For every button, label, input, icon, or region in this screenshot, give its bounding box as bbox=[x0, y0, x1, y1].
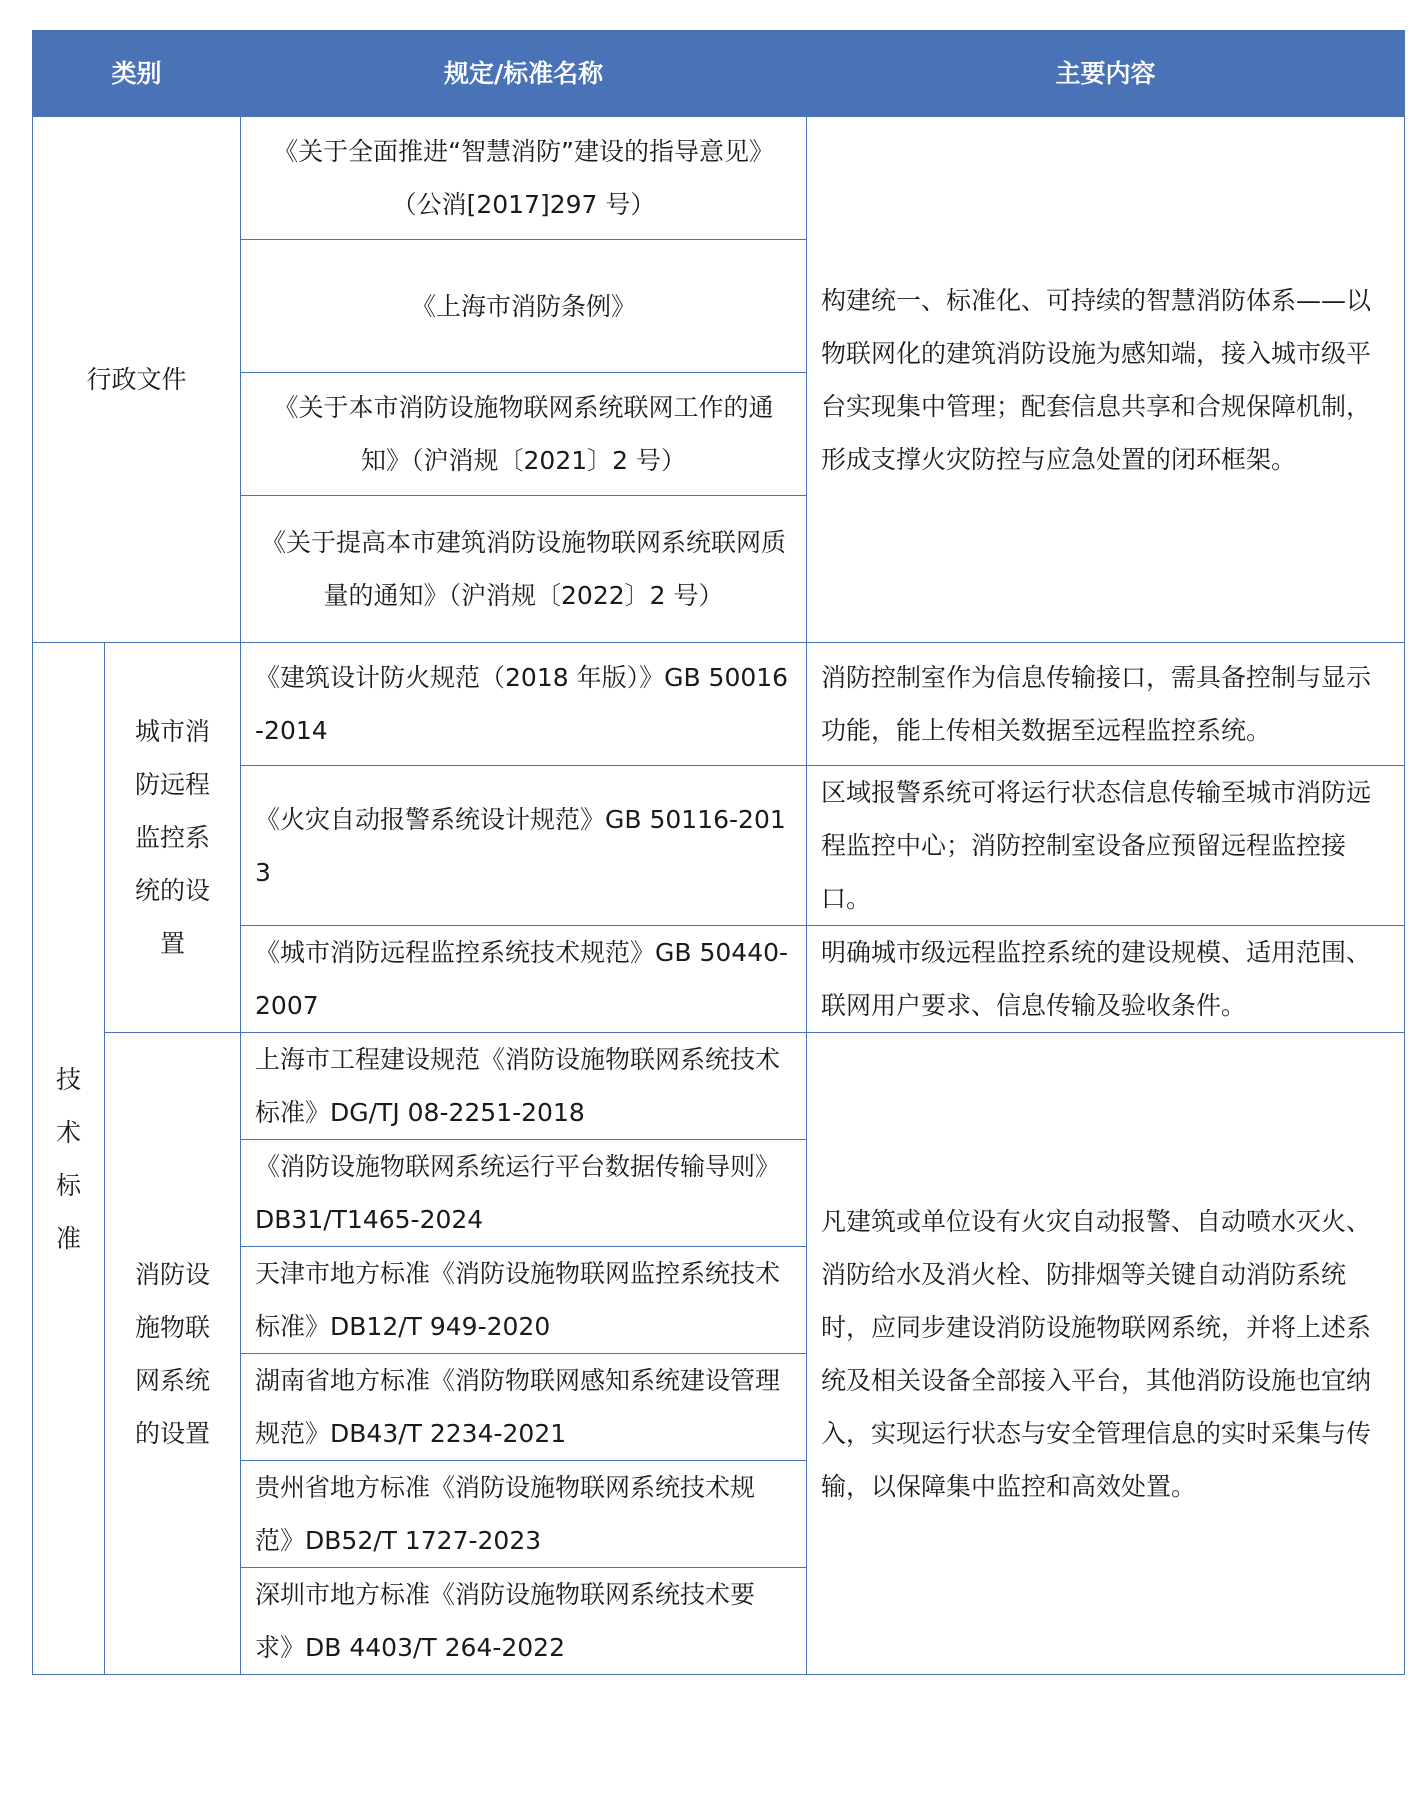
standard-name-cell: 天津市地方标准《消防设施物联网监控系统技术标准》DB12/T 949-2020 bbox=[241, 1247, 807, 1354]
content-cell: 明确城市级远程监控系统的建设规模、适用范围、联网用户要求、信息传输及验收条件。 bbox=[807, 926, 1405, 1033]
table-row bbox=[33, 643, 1405, 766]
table-row bbox=[33, 117, 1405, 240]
standard-name-cell: 湖南省地方标准《消防物联网感知系统建设管理规范》DB43/T 2234-2021 bbox=[241, 1354, 807, 1461]
standard-name-cell: 《火灾自动报警系统设计规范》GB 50116-2013 bbox=[241, 766, 807, 926]
content-cell-admin: 构建统一、标准化、可持续的智慧消防体系——以物联网化的建筑消防设施为感知端，接入城市级平台实现集中管理；配套信息共享和合规保障机制，形成支撑火灾防控与应急处置的闭环框架。 bbox=[807, 117, 1405, 643]
standard-name-cell: 上海市工程建设规范《消防设施物联网系统技术标准》DG/TJ 08-2251-2018 bbox=[241, 1033, 807, 1140]
content-cell: 消防控制室作为信息传输接口，需具备控制与显示功能，能上传相关数据至远程监控系统。 bbox=[807, 643, 1405, 766]
category-tech bbox=[33, 643, 105, 1675]
subcategory-iot: 消防设施物联网系统的设置 bbox=[105, 1033, 241, 1675]
header-main-content: 主要内容 bbox=[807, 31, 1405, 117]
standard-name-cell: 《城市消防远程监控系统技术规范》GB 50440-2007 bbox=[241, 926, 807, 1033]
standard-name-cell: 《关于本市消防设施物联网系统联网工作的通知》（沪消规〔2021〕2 号） bbox=[241, 373, 807, 496]
standard-name-cell: 深圳市地方标准《消防设施物联网系统技术要求》DB 4403/T 264-2022 bbox=[241, 1568, 807, 1675]
standard-name-cell: 《建筑设计防火规范（2018 年版）》GB 50016-2014 bbox=[241, 643, 807, 766]
header-category: 类别 bbox=[33, 31, 241, 117]
category-admin: 行政文件 bbox=[33, 117, 241, 643]
standard-name-cell: 《关于提高本市建筑消防设施物联网系统联网质量的通知》（沪消规〔2022〕2 号） bbox=[241, 496, 807, 643]
content-cell-iot: 凡建筑或单位设有火灾自动报警、自动喷水灭火、消防给水及消火栓、防排烟等关键自动消防系统时，应同步建设消防设施物联网系统，并将上述系统及相关设备全部接入平台，其他消防设施也宜纳入，实现运行状态与安全管理信息的实时采集与传输，以保障集中监控和高效处置。 bbox=[807, 1033, 1405, 1675]
regulations-table-container bbox=[32, 30, 1405, 1675]
standard-name-cell: 《消防设施物联网系统运行平台数据传输导则》DB31/T1465-2024 bbox=[241, 1140, 807, 1247]
standard-name-cell: 《关于全面推进“智慧消防”建设的指导意见》（公消[2017]297 号） bbox=[241, 117, 807, 240]
table-header-row bbox=[33, 31, 1405, 117]
subcategory-remote: 城市消防远程监控系统的设置 bbox=[105, 643, 241, 1033]
regulations-table bbox=[32, 30, 1405, 1675]
content-cell: 区域报警系统可将运行状态信息传输至城市消防远程监控中心；消防控制室设备应预留远程监控接口。 bbox=[807, 766, 1405, 926]
standard-name-cell: 《上海市消防条例》 bbox=[241, 240, 807, 373]
standard-name-cell: 贵州省地方标准《消防设施物联网系统技术规范》DB52/T 1727-2023 bbox=[241, 1461, 807, 1568]
table-row bbox=[33, 1033, 1405, 1140]
header-standard-name: 规定/标准名称 bbox=[241, 31, 807, 117]
category-tech-label: 技术标准 bbox=[55, 1064, 81, 1253]
